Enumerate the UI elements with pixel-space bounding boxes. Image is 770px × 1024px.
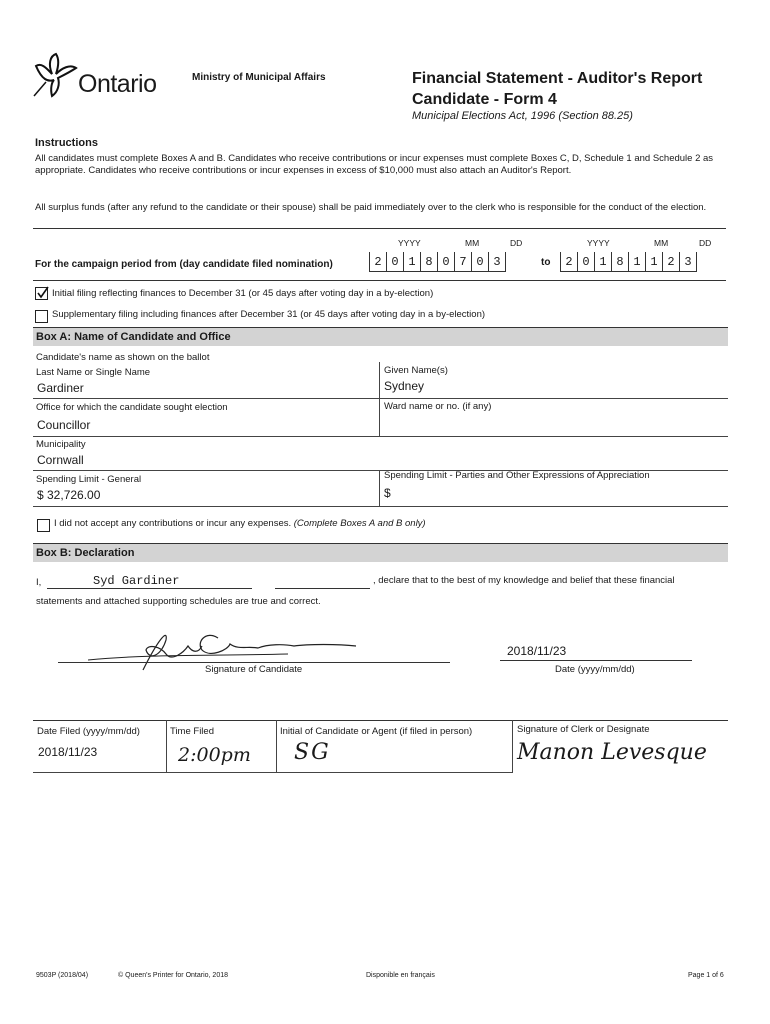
- spending-limit-parties-label: Spending Limit - Parties and Other Expressions of Appreciation: [384, 470, 650, 481]
- declaration-text-2: statements and attached supporting schedules are true and correct.: [36, 596, 321, 607]
- row-divider: [33, 436, 728, 437]
- to-digit: 8: [612, 252, 629, 272]
- logo-wordmark: Ontario: [78, 70, 157, 98]
- ministry-name: Ministry of Municipal Affairs: [192, 72, 326, 83]
- row-divider: [33, 398, 728, 399]
- no-contributions-label: [54, 518, 426, 529]
- instructions-para1: All candidates must complete Boxes A and B. Candidates who receive contributions or incur expenses must complete Boxes C, D, Schedule 1 and Schedule 2 as appropriate. Candidates who receive contributions or incur expenses in excess of $10,000 must also attach an Auditor's Report.: [35, 153, 714, 176]
- given-name-label: Given Name(s): [384, 365, 448, 376]
- to-mm-header: MM: [654, 238, 669, 248]
- column-divider: [166, 720, 167, 772]
- to-label: to: [541, 257, 551, 268]
- signature-label: Signature of Candidate: [205, 664, 303, 675]
- clerk-signature-label: Signature of Clerk or Designate: [517, 724, 650, 735]
- from-dd-header: DD: [510, 238, 523, 248]
- municipality-field[interactable]: Cornwall: [37, 453, 84, 467]
- from-digit: 0: [438, 252, 455, 272]
- spending-limit-general-field[interactable]: $ 32,726.00: [37, 488, 101, 502]
- signature-line: [58, 662, 450, 663]
- form-title: [412, 68, 702, 110]
- instructions-heading: Instructions: [35, 137, 98, 149]
- from-date-field[interactable]: [369, 252, 506, 272]
- no-contributions-text: I did not accept any contributions or incur any expenses.: [54, 518, 292, 529]
- form-number: 9503P (2018/04): [36, 972, 89, 979]
- column-divider: [276, 720, 277, 772]
- time-filed-label: Time Filed: [170, 726, 214, 737]
- from-digit: 7: [455, 252, 472, 272]
- from-digit: 3: [489, 252, 506, 272]
- date-line: [500, 660, 692, 661]
- from-yyyy-header: YYYY: [398, 238, 421, 248]
- office-use-top-rule: [33, 720, 728, 721]
- declaration-i: I,: [36, 577, 42, 588]
- column-divider: [379, 362, 380, 436]
- to-digit: 1: [595, 252, 612, 272]
- clerk-signature-field[interactable]: Manon Levesque: [517, 740, 707, 765]
- box-b-header: Box B: Declaration: [33, 543, 728, 562]
- initial-filing-checkbox[interactable]: [35, 287, 48, 300]
- to-digit: 3: [680, 252, 697, 272]
- to-digit: 1: [646, 252, 663, 272]
- given-name-field[interactable]: Sydney: [384, 379, 425, 393]
- declaration-date-field[interactable]: 2018/11/23: [507, 644, 567, 658]
- to-digit: 1: [629, 252, 646, 272]
- box-a-header: Box A: Name of Candidate and Office: [33, 327, 728, 346]
- spending-limit-general-label: Spending Limit - General: [36, 474, 142, 485]
- time-filed-field[interactable]: 2:00pm: [178, 744, 251, 766]
- column-divider: [379, 470, 380, 506]
- office-label: Office for which the candidate sought election: [36, 402, 228, 413]
- ontario-trillium-logo-icon: [32, 52, 80, 98]
- last-name-field[interactable]: Gardiner: [37, 381, 84, 395]
- initial-filing-label: Initial filing reflecting finances to December 31 (or 45 days after voting day in a by-election): [52, 288, 434, 299]
- date-filed-label: Date Filed (yyyy/mm/dd): [37, 726, 140, 737]
- row-divider: [33, 506, 728, 507]
- ballot-note: Candidate's name as shown on the ballot: [36, 352, 210, 363]
- page-number: Page 1 of 6: [688, 972, 724, 979]
- campaign-period-label: For the campaign period from (day candidate filed nomination): [35, 259, 333, 270]
- date-label: Date (yyyy/mm/dd): [555, 664, 635, 675]
- supplementary-filing-checkbox[interactable]: [35, 310, 48, 323]
- instructions-para2: All surplus funds (after any refund to the candidate or their spouse) shall be paid immediately over to the clerk who is responsible for the conduct of the election.: [35, 202, 707, 213]
- form-title-line1: Financial Statement - Auditor's Report: [412, 70, 703, 87]
- date-filed-field[interactable]: 2018/11/23: [38, 745, 98, 759]
- from-digit: 0: [387, 252, 404, 272]
- divider: [33, 228, 726, 229]
- last-name-label: Last Name or Single Name: [36, 367, 151, 378]
- to-yyyy-header: YYYY: [587, 238, 610, 248]
- municipality-label: Municipality: [36, 439, 86, 450]
- from-digit: 0: [472, 252, 489, 272]
- spending-limit-parties-field[interactable]: $: [384, 486, 391, 500]
- declaration-text: , declare that to the best of my knowledge and belief that these financial: [373, 575, 675, 586]
- office-field[interactable]: Councillor: [37, 418, 91, 432]
- office-use-bottom-rule: [33, 772, 513, 773]
- from-digit: 2: [370, 252, 387, 272]
- ward-label: Ward name or no. (if any): [384, 401, 492, 412]
- to-digit: 2: [561, 252, 578, 272]
- to-digit: 2: [663, 252, 680, 272]
- from-digit: 1: [404, 252, 421, 272]
- to-dd-header: DD: [699, 238, 712, 248]
- copyright: © Queen's Printer for Ontario, 2018: [118, 972, 228, 979]
- divider: [33, 280, 726, 281]
- column-divider: [512, 720, 513, 772]
- checkmark-icon: [36, 286, 49, 299]
- from-mm-header: MM: [465, 238, 480, 248]
- to-digit: 0: [578, 252, 595, 272]
- form-title-line2: Candidate - Form 4: [412, 91, 557, 108]
- from-digit: 8: [421, 252, 438, 272]
- supplementary-filing-label: Supplementary filing including finances after December 31 (or 45 days after voting day in a by-election): [52, 309, 486, 320]
- no-contributions-note: (Complete Boxes A and B only): [293, 518, 426, 529]
- declarant-blank-line: [275, 588, 370, 589]
- initial-label: Initial of Candidate or Agent (if filed in person): [280, 726, 473, 737]
- french-availability: Disponible en français: [366, 972, 435, 979]
- form-act: Municipal Elections Act, 1996 (Section 88.25): [412, 110, 633, 122]
- no-contributions-checkbox[interactable]: [37, 519, 50, 532]
- initial-field[interactable]: SG: [294, 740, 331, 765]
- to-date-field[interactable]: [560, 252, 697, 272]
- declarant-name-field[interactable]: Syd Gardiner: [47, 574, 252, 589]
